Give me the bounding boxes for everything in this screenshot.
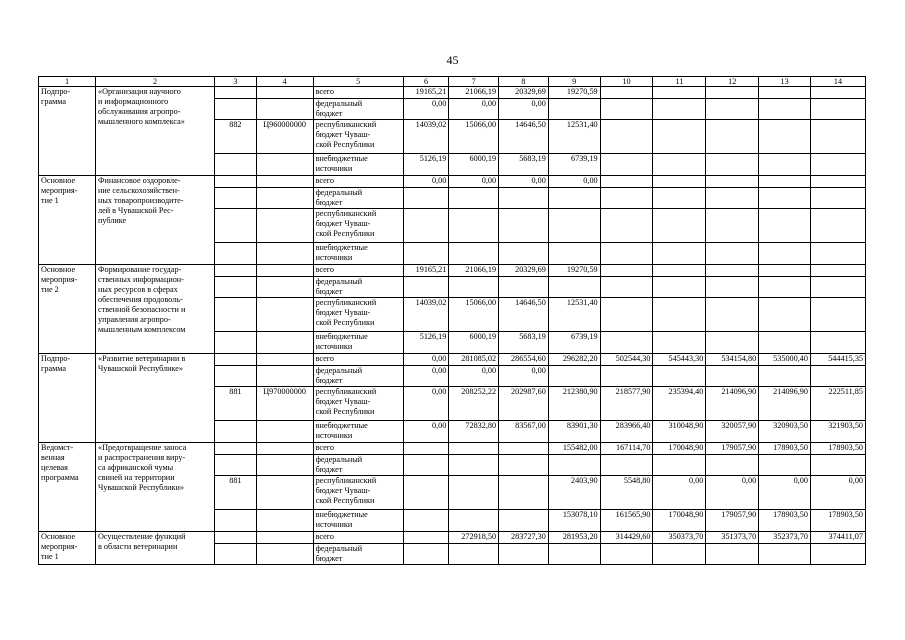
amount-cell: 0,00 [499, 176, 549, 188]
amount-cell [706, 243, 759, 265]
amount-cell [653, 188, 706, 209]
column-header: 4 [256, 77, 313, 87]
amount-cell: 281953,20 [548, 532, 600, 544]
funding-source-cell: республиканский бюджет Чуваш- ской Республики [313, 120, 403, 154]
amount-cell [706, 366, 759, 387]
event-type-cell: Основное мероприя- тие 1 [39, 176, 96, 265]
column-header: 11 [653, 77, 706, 87]
event-name-cell: Финансовое оздоровле- ние сельскохозяйствен- ных товаропроизводите- лей в Чувашской Рес- публике [95, 176, 214, 265]
program-code-cell [256, 443, 313, 455]
amount-cell [600, 120, 653, 154]
amount-cell: 352373,70 [759, 532, 811, 544]
amount-cell [653, 332, 706, 354]
amount-cell: 0,00 [403, 387, 449, 421]
amount-cell: 5548,80 [600, 476, 653, 510]
amount-cell: 5126,19 [403, 332, 449, 354]
amount-cell [548, 209, 600, 243]
amount-cell [600, 298, 653, 332]
amount-cell [810, 455, 865, 476]
amount-cell: 0,00 [499, 99, 549, 120]
amount-cell [653, 366, 706, 387]
amount-cell [810, 544, 865, 565]
funding-source-cell: федеральный бюджет [313, 455, 403, 476]
amount-cell: 283727,30 [499, 532, 549, 544]
amount-cell [600, 265, 653, 277]
amount-cell [548, 277, 600, 298]
program-code-cell [256, 87, 313, 99]
amount-cell [759, 87, 811, 99]
funding-source-cell: внебюджетные источники [313, 421, 403, 443]
event-type-cell: Ведомст- венная целевая программа [39, 443, 96, 532]
amount-cell [759, 332, 811, 354]
amount-cell: 0,00 [548, 176, 600, 188]
grbs-cell [215, 176, 256, 188]
amount-cell: 350373,70 [653, 532, 706, 544]
funding-source-cell: внебюджетные источники [313, 332, 403, 354]
event-type-cell: Подпро- грамма [39, 87, 96, 176]
amount-cell: 14039,02 [403, 120, 449, 154]
amount-cell [403, 443, 449, 455]
amount-cell: 0,00 [403, 421, 449, 443]
program-code-cell: Ц970000000 [256, 387, 313, 421]
amount-cell [499, 443, 549, 455]
amount-cell: 0,00 [449, 366, 499, 387]
amount-cell: 214096,90 [759, 387, 811, 421]
amount-cell: 314429,60 [600, 532, 653, 544]
amount-cell [548, 366, 600, 387]
amount-cell [449, 476, 499, 510]
column-header: 12 [706, 77, 759, 87]
program-code-cell [256, 476, 313, 510]
amount-cell [653, 455, 706, 476]
amount-cell [653, 87, 706, 99]
grbs-cell [215, 265, 256, 277]
event-type-cell: Подпро- грамма [39, 354, 96, 443]
program-code-cell [256, 209, 313, 243]
grbs-cell [215, 277, 256, 298]
amount-cell: 534154,80 [706, 354, 759, 366]
amount-cell: 15066,00 [449, 298, 499, 332]
event-type-cell: Основное мероприя- тие 2 [39, 265, 96, 354]
amount-cell: 5683,19 [499, 332, 549, 354]
amount-cell: 310048,90 [653, 421, 706, 443]
amount-cell [759, 544, 811, 565]
amount-cell: 12531,40 [548, 298, 600, 332]
amount-cell [600, 188, 653, 209]
amount-cell: 283966,40 [600, 421, 653, 443]
column-header: 10 [600, 77, 653, 87]
program-code-cell [256, 332, 313, 354]
amount-cell [653, 298, 706, 332]
amount-cell [600, 87, 653, 99]
amount-cell [653, 209, 706, 243]
amount-cell [759, 176, 811, 188]
amount-cell: 296282,20 [548, 354, 600, 366]
amount-cell: 544415,35 [810, 354, 865, 366]
grbs-cell [215, 443, 256, 455]
event-name-cell: «Развитие ветеринарии в Чувашской Республике» [95, 354, 214, 443]
amount-cell [499, 277, 549, 298]
amount-cell [449, 188, 499, 209]
amount-cell [499, 188, 549, 209]
amount-cell [499, 544, 549, 565]
amount-cell [403, 243, 449, 265]
amount-cell: 21066,19 [449, 87, 499, 99]
amount-cell [706, 154, 759, 176]
amount-cell [759, 209, 811, 243]
event-name-cell: «Организация научного и информационного обслуживания агропро- мышленного комплекса» [95, 87, 214, 176]
amount-cell [810, 277, 865, 298]
amount-cell [759, 366, 811, 387]
amount-cell [653, 99, 706, 120]
funding-source-cell: всего [313, 532, 403, 544]
amount-cell [403, 209, 449, 243]
amount-cell [600, 154, 653, 176]
amount-cell [548, 188, 600, 209]
amount-cell: 202987,60 [499, 387, 549, 421]
amount-cell [810, 243, 865, 265]
amount-cell [759, 455, 811, 476]
program-code-cell [256, 99, 313, 120]
amount-cell: 286554,60 [499, 354, 549, 366]
grbs-cell: 881 [215, 387, 256, 421]
amount-cell [403, 532, 449, 544]
funding-source-cell: всего [313, 176, 403, 188]
grbs-cell: 881 [215, 476, 256, 510]
amount-cell [653, 176, 706, 188]
amount-cell [403, 455, 449, 476]
amount-cell: 178903,50 [759, 443, 811, 455]
amount-cell: 5683,19 [499, 154, 549, 176]
amount-cell: 72832,80 [449, 421, 499, 443]
grbs-cell [215, 87, 256, 99]
amount-cell [810, 332, 865, 354]
amount-cell [449, 455, 499, 476]
amount-cell: 21066,19 [449, 265, 499, 277]
amount-cell [810, 188, 865, 209]
column-header: 7 [449, 77, 499, 87]
amount-cell [653, 154, 706, 176]
amount-cell [810, 87, 865, 99]
grbs-cell [215, 154, 256, 176]
amount-cell: 212380,90 [548, 387, 600, 421]
table-row [39, 87, 866, 99]
amount-cell: 6000,19 [449, 332, 499, 354]
amount-cell: 170048,90 [653, 443, 706, 455]
amount-cell [759, 243, 811, 265]
amount-cell: 19165,21 [403, 87, 449, 99]
amount-cell [810, 265, 865, 277]
amount-cell: 170048,90 [653, 510, 706, 532]
amount-cell: 235394,40 [653, 387, 706, 421]
amount-cell [706, 455, 759, 476]
program-code-cell: Ц960000000 [256, 120, 313, 154]
amount-cell [706, 120, 759, 154]
amount-cell [403, 188, 449, 209]
amount-cell [548, 455, 600, 476]
grbs-cell: 882 [215, 120, 256, 154]
amount-cell [403, 277, 449, 298]
event-type-cell: Основное мероприя- тие 1 [39, 532, 96, 565]
amount-cell: 6739,19 [548, 154, 600, 176]
amount-cell [548, 544, 600, 565]
amount-cell: 14646,50 [499, 120, 549, 154]
table-row [39, 265, 866, 277]
amount-cell: 0,00 [499, 366, 549, 387]
amount-cell: 14039,02 [403, 298, 449, 332]
amount-cell [706, 87, 759, 99]
amount-cell: 214096,90 [706, 387, 759, 421]
grbs-cell [215, 209, 256, 243]
amount-cell: 19270,59 [548, 87, 600, 99]
amount-cell: 535000,40 [759, 354, 811, 366]
grbs-cell [215, 455, 256, 476]
amount-cell: 0,00 [759, 476, 811, 510]
funding-source-cell: всего [313, 354, 403, 366]
amount-cell [600, 99, 653, 120]
column-header: 14 [810, 77, 865, 87]
amount-cell [810, 154, 865, 176]
amount-cell: 272918,50 [449, 532, 499, 544]
program-code-cell [256, 544, 313, 565]
amount-cell [810, 120, 865, 154]
amount-cell: 15066,00 [449, 120, 499, 154]
amount-cell: 14646,50 [499, 298, 549, 332]
page-number: 45 [446, 53, 459, 67]
funding-source-cell: всего [313, 265, 403, 277]
amount-cell: 5126,19 [403, 154, 449, 176]
amount-cell [449, 510, 499, 532]
amount-cell [653, 277, 706, 298]
amount-cell [499, 510, 549, 532]
amount-cell: 0,00 [810, 476, 865, 510]
amount-cell [449, 209, 499, 243]
amount-cell [706, 188, 759, 209]
amount-cell: 178903,50 [759, 510, 811, 532]
amount-cell: 0,00 [403, 354, 449, 366]
funding-source-cell: федеральный бюджет [313, 544, 403, 565]
amount-cell [403, 476, 449, 510]
grbs-cell [215, 332, 256, 354]
grbs-cell [215, 243, 256, 265]
amount-cell: 6739,19 [548, 332, 600, 354]
column-header: 8 [499, 77, 549, 87]
amount-cell [449, 277, 499, 298]
grbs-cell [215, 421, 256, 443]
program-code-cell [256, 510, 313, 532]
amount-cell [403, 510, 449, 532]
amount-cell [499, 455, 549, 476]
amount-cell [706, 298, 759, 332]
grbs-cell [215, 532, 256, 544]
amount-cell: 218577,90 [600, 387, 653, 421]
amount-cell [600, 332, 653, 354]
amount-cell [706, 332, 759, 354]
grbs-cell [215, 366, 256, 387]
amount-cell: 320903,50 [759, 421, 811, 443]
column-header: 6 [403, 77, 449, 87]
amount-cell [759, 277, 811, 298]
amount-cell: 321903,50 [810, 421, 865, 443]
amount-cell [548, 243, 600, 265]
program-code-cell [256, 265, 313, 277]
amount-cell: 178903,50 [810, 443, 865, 455]
amount-cell: 20329,69 [499, 265, 549, 277]
amount-cell: 0,00 [403, 99, 449, 120]
amount-cell [706, 99, 759, 120]
amount-cell [810, 209, 865, 243]
amount-cell [600, 209, 653, 243]
column-header: 9 [548, 77, 600, 87]
amount-cell: 178903,50 [810, 510, 865, 532]
amount-cell: 0,00 [449, 176, 499, 188]
amount-cell [759, 188, 811, 209]
amount-cell [759, 99, 811, 120]
column-number-row [39, 77, 866, 87]
column-header: 2 [95, 77, 214, 87]
program-code-cell [256, 298, 313, 332]
amount-cell [759, 298, 811, 332]
amount-cell [810, 366, 865, 387]
program-code-cell [256, 243, 313, 265]
grbs-cell [215, 354, 256, 366]
amount-cell: 179057,90 [706, 443, 759, 455]
program-code-cell [256, 532, 313, 544]
funding-source-cell: внебюджетные источники [313, 154, 403, 176]
amount-cell [600, 366, 653, 387]
amount-cell [600, 243, 653, 265]
amount-cell [706, 265, 759, 277]
funding-source-cell: федеральный бюджет [313, 277, 403, 298]
amount-cell: 222511,85 [810, 387, 865, 421]
column-header: 5 [313, 77, 403, 87]
funding-source-cell: федеральный бюджет [313, 366, 403, 387]
amount-cell: 153078,10 [548, 510, 600, 532]
amount-cell [548, 99, 600, 120]
column-header: 3 [215, 77, 256, 87]
amount-cell [706, 176, 759, 188]
amount-cell: 281085,02 [449, 354, 499, 366]
program-code-cell [256, 277, 313, 298]
amount-cell [449, 544, 499, 565]
funding-source-cell: республиканский бюджет Чуваш- ской Республики [313, 209, 403, 243]
grbs-cell [215, 510, 256, 532]
event-name-cell: Осуществление функций в области ветеринарии [95, 532, 214, 565]
amount-cell [499, 209, 549, 243]
amount-cell: 83901,30 [548, 421, 600, 443]
amount-cell: 167114,70 [600, 443, 653, 455]
funding-source-cell: всего [313, 87, 403, 99]
amount-cell [653, 265, 706, 277]
amount-cell: 179057,90 [706, 510, 759, 532]
amount-cell [759, 154, 811, 176]
grbs-cell [215, 99, 256, 120]
funding-source-cell: внебюджетные источники [313, 243, 403, 265]
amount-cell [653, 120, 706, 154]
amount-cell [499, 476, 549, 510]
funding-source-cell: внебюджетные источники [313, 510, 403, 532]
program-code-cell [256, 354, 313, 366]
amount-cell [499, 243, 549, 265]
amount-cell [449, 243, 499, 265]
amount-cell [600, 544, 653, 565]
amount-cell: 502544,30 [600, 354, 653, 366]
funding-source-cell: федеральный бюджет [313, 188, 403, 209]
amount-cell: 0,00 [706, 476, 759, 510]
amount-cell [600, 176, 653, 188]
amount-cell [600, 277, 653, 298]
event-name-cell: «Предотвращение заноса и распространения виру- са африканской чумы свиней на территории Чувашской Республики» [95, 443, 214, 532]
amount-cell: 20329,69 [499, 87, 549, 99]
amount-cell: 0,00 [403, 366, 449, 387]
amount-cell: 208252,22 [449, 387, 499, 421]
program-code-cell [256, 188, 313, 209]
table-row [39, 354, 866, 366]
amount-cell [706, 209, 759, 243]
amount-cell [653, 243, 706, 265]
amount-cell: 351373,70 [706, 532, 759, 544]
column-header: 13 [759, 77, 811, 87]
amount-cell: 0,00 [653, 476, 706, 510]
table-row [39, 176, 866, 188]
table-row [39, 532, 866, 544]
grbs-cell [215, 188, 256, 209]
amount-cell [403, 544, 449, 565]
amount-cell [706, 544, 759, 565]
amount-cell: 12531,40 [548, 120, 600, 154]
amount-cell: 374411,07 [810, 532, 865, 544]
funding-source-cell: республиканский бюджет Чуваш- ской Республики [313, 387, 403, 421]
amount-cell: 0,00 [403, 176, 449, 188]
amount-cell [759, 265, 811, 277]
column-header: 1 [39, 77, 96, 87]
amount-cell [810, 99, 865, 120]
program-code-cell [256, 421, 313, 443]
amount-cell: 83567,00 [499, 421, 549, 443]
amount-cell [759, 120, 811, 154]
amount-cell [653, 544, 706, 565]
program-code-cell [256, 366, 313, 387]
funding-source-cell: республиканский бюджет Чуваш- ской Республики [313, 476, 403, 510]
grbs-cell [215, 298, 256, 332]
program-code-cell [256, 455, 313, 476]
program-code-cell [256, 154, 313, 176]
event-name-cell: Формирование государ- ственных информацион- ных ресурсов в сферах обеспечения продоволь- ственной безопасности и управления агропро- мышленным комплексом [95, 265, 214, 354]
amount-cell [810, 176, 865, 188]
amount-cell [600, 455, 653, 476]
grbs-cell [215, 544, 256, 565]
amount-cell: 19165,21 [403, 265, 449, 277]
amount-cell: 545443,30 [653, 354, 706, 366]
amount-cell: 320057,90 [706, 421, 759, 443]
amount-cell: 0,00 [449, 99, 499, 120]
amount-cell: 155482,00 [548, 443, 600, 455]
funding-source-cell: всего [313, 443, 403, 455]
amount-cell: 19270,59 [548, 265, 600, 277]
budget-table [38, 76, 866, 565]
amount-cell [810, 298, 865, 332]
amount-cell: 161565,90 [600, 510, 653, 532]
amount-cell: 2403,90 [548, 476, 600, 510]
amount-cell [706, 277, 759, 298]
table-row [39, 443, 866, 455]
funding-source-cell: федеральный бюджет [313, 99, 403, 120]
amount-cell: 6000,19 [449, 154, 499, 176]
program-code-cell [256, 176, 313, 188]
amount-cell [449, 443, 499, 455]
funding-source-cell: республиканский бюджет Чуваш- ской Республики [313, 298, 403, 332]
